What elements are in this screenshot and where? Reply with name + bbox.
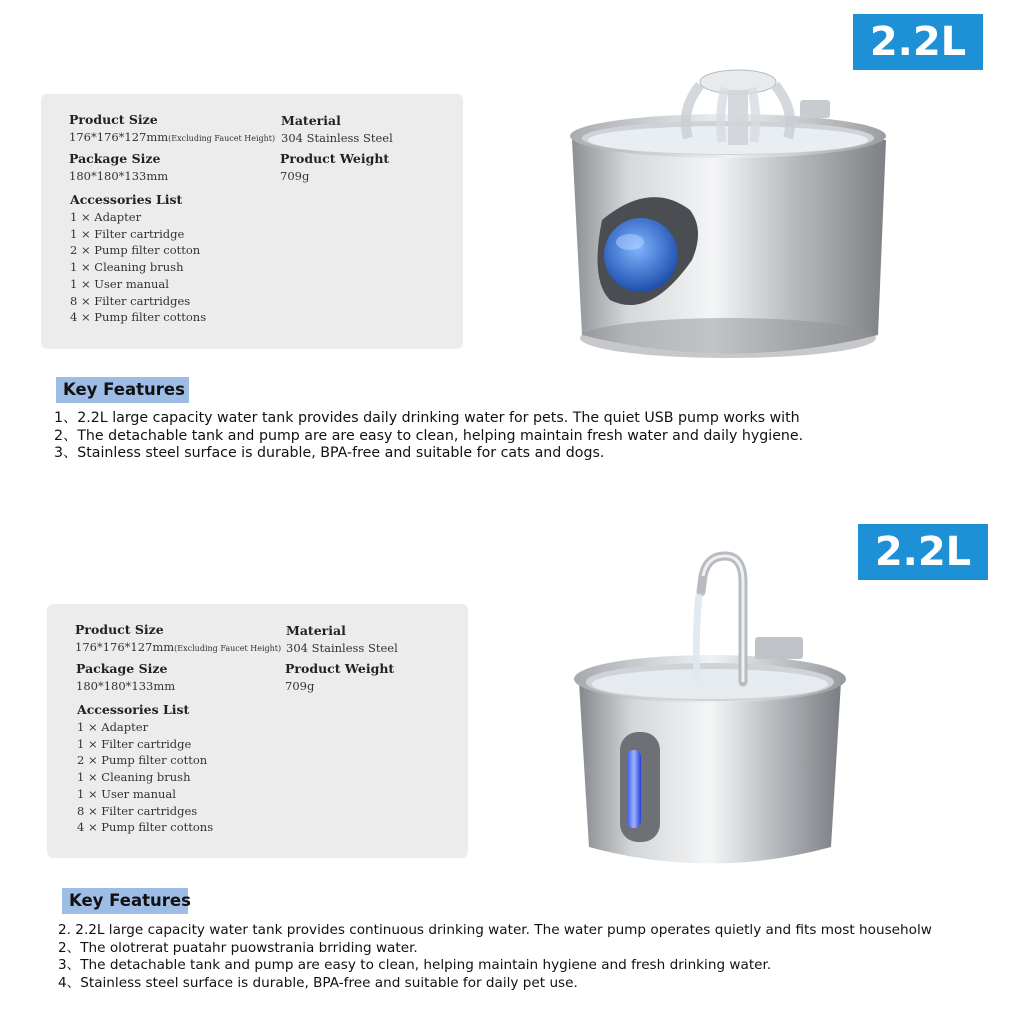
material-value: 304 Stainless Steel [286,641,398,655]
accessories-list [70,209,206,326]
material-value: 304 Stainless Steel [281,131,393,145]
accessory-item: 8 × Filter cartridges [77,803,198,818]
product-size-label: Product Size [75,622,164,637]
spec-card [47,604,468,858]
accessory-item: 4 × Pump filter cottons [77,820,214,835]
accessory-item: 8 × Filter cartridges [70,293,191,308]
accessory-item: 1 × Adapter [70,210,142,224]
package-size-value: 180*180*133mm [69,169,169,183]
product-size-value: 176*176*127mm(Excluding Faucet Height) [69,130,276,144]
product-weight-value: 709g [280,169,310,183]
accessory-item: 1 × Adapter [77,720,149,734]
feature-item: 4、Stainless steel surface is durable, BPA-free and suitable for daily pet use. [58,974,578,991]
accessory-item: 2 × Pump filter cotton [77,753,208,768]
accessories-label: Accessories List [77,702,190,717]
package-size-value: 180*180*133mm [76,679,176,693]
spec-card [41,94,463,349]
features-list [54,410,803,463]
product-size-label: Product Size [69,112,158,127]
accessory-item: 1 × User manual [70,276,169,291]
product-section-2 [0,512,1024,1024]
accessory-item: 1 × Cleaning brush [70,260,184,275]
feature-item: 3、The detachable tank and pump are easy to clean, helping maintain hygiene and fresh drinking water. [58,957,772,973]
product-weight-value: 709g [285,679,315,693]
product-weight-label: Product Weight [285,661,395,676]
accessory-item: 1 × User manual [77,786,176,801]
accessory-item: 1 × Cleaning brush [77,770,191,785]
features-list [58,922,932,992]
fountain-flower-image [560,60,900,370]
package-size-label: Package Size [76,661,168,676]
accessory-item: 1 × Filter cartridge [70,226,185,241]
feature-item: 1、2.2L large capacity water tank provides daily drinking water for pets. The quiet USB pump works with [54,410,800,426]
feature-item: 2、The olotrerat puatahr puowstrania brriding water. [58,939,418,956]
accessories-label: Accessories List [70,192,183,207]
fountain-faucet-image [565,542,855,872]
product-size-value: 176*176*127mm(Excluding Faucet Height) [75,640,282,654]
material-label: Material [286,623,346,638]
accessories-list [77,719,213,836]
package-size-label: Package Size [69,151,161,166]
product-weight-label: Product Weight [280,151,390,166]
accessory-item: 2 × Pump filter cotton [70,243,201,258]
feature-item: 3、Stainless steel surface is durable, BPA-free and suitable for cats and dogs. [54,445,605,461]
capacity-badge: 2.2L [858,524,988,580]
material-label: Material [281,113,341,128]
feature-item: 2. 2.2L large capacity water tank provides continuous drinking water. The water pump operates quietly and fits most householw [58,922,932,938]
key-features-heading: Key Features [62,888,188,914]
accessory-item: 1 × Filter cartridge [77,736,192,751]
accessory-item: 4 × Pump filter cottons [70,310,207,325]
capacity-badge: 2.2L [853,14,983,70]
feature-item: 2、The detachable tank and pump are are easy to clean, helping maintain fresh water and daily hygiene. [54,427,804,444]
key-features-heading: Key Features [56,377,189,403]
